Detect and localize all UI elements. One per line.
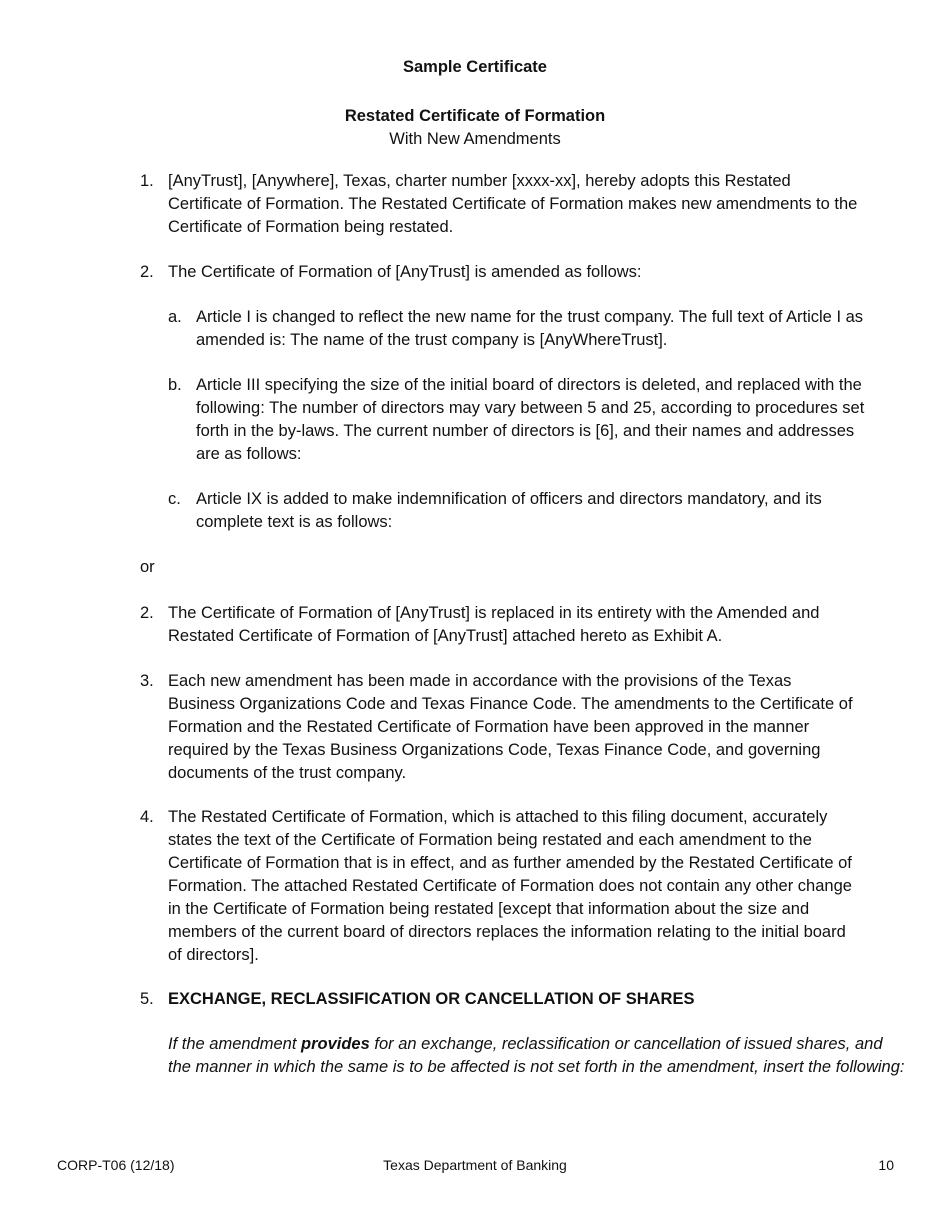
- list-item-number: 2.: [140, 263, 154, 281]
- list-item: [140, 602, 860, 648]
- page-title: Sample Certificate: [403, 58, 547, 76]
- footer-page-number: 10: [878, 1157, 894, 1173]
- section-heading: EXCHANGE, RECLASSIFICATION OR CANCELLATION OF SHARES: [168, 990, 695, 1008]
- list-item-text: Each new amendment has been made in accordance with the provisions of the Texas Business Organizations Code and Texas Finance Code. The amendments to the Certificate of Formation and the Restated Certificate of Formation have been approved in the manner required by the Texas Business Organizations Code, Texas Finance Code, and governing documents of the trust company.: [168, 672, 853, 782]
- footer-agency: Texas Department of Banking: [383, 1157, 567, 1173]
- sub-list-item: [168, 374, 868, 466]
- sub-list-item: [168, 306, 868, 352]
- sub-list-item-text: Article III specifying the size of the initial board of directors is deleted, and replaced with the following: The number of directors may vary between 5 and 25, according to procedures set forth in the by-laws. The current number of directors is [6], and their names and addresses are as follows:: [196, 376, 865, 463]
- instruction-emphasis: provides: [301, 1035, 370, 1053]
- list-item-text: The Certificate of Formation of [AnyTrust] is amended as follows:: [168, 263, 642, 281]
- list-item-text: [AnyTrust], [Anywhere], Texas, charter number [xxxx-xx], hereby adopts this Restated Certificate of Formation. The Restated Certificate of Formation makes new amendments to the Certificate of Formation being restated.: [168, 172, 858, 236]
- sub-list-item-letter: c.: [168, 490, 181, 508]
- list-item-number: 3.: [140, 672, 154, 690]
- list-item-number: 5.: [140, 990, 154, 1008]
- instruction-text-before: If the amendment: [168, 1035, 301, 1053]
- list-item-text: The Certificate of Formation of [AnyTrust] is replaced in its entirety with the Amended and Restated Certificate of Formation of [AnyTrust] attached hereto as Exhibit A.: [168, 604, 820, 645]
- instruction-text-after: for an exchange, reclassification or cancellation of issued shares, and the manner in which the same is to be affected is not set forth in the amendment, insert the following:: [168, 1035, 905, 1076]
- list-item-number: 2.: [140, 604, 154, 622]
- sub-list-item-text: Article IX is added to make indemnification of officers and directors mandatory, and its complete text is as follows:: [196, 490, 822, 531]
- document-subtitle: With New Amendments: [389, 130, 561, 148]
- list-item-text: The Restated Certificate of Formation, which is attached to this filing document, accurately states the text of the Certificate of Formation being restated and each amendment to the Certificate of Formation that is in effect, and as further amended by the Restated Certificate of Formation. The attached Restated Certificate of Formation does not contain any other change in the Certificate of Formation being restated [except that information about the size and members of the current board of directors replaces the information relating to the initial board of directors].: [168, 808, 852, 964]
- list-item-number: 1.: [140, 172, 154, 190]
- sub-list-item-text: Article I is changed to reflect the new name for the trust company. The full text of Article I as amended is: The name of the trust company is [AnyWhereTrust].: [196, 308, 864, 349]
- document-title: Restated Certificate of Formation: [344, 107, 606, 125]
- sub-list-item: [168, 488, 868, 534]
- list-item: [140, 170, 860, 239]
- or-separator: or: [140, 558, 155, 576]
- sub-list-item-letter: a.: [168, 308, 182, 326]
- list-item: [140, 670, 860, 785]
- instruction-paragraph: [168, 1033, 908, 1079]
- list-item: [140, 261, 860, 284]
- list-item: [140, 988, 860, 1011]
- list-item-number: 4.: [140, 808, 154, 826]
- footer-form-code: CORP-T06 (12/18): [57, 1157, 175, 1173]
- list-item: [140, 806, 860, 967]
- sub-list-item-letter: b.: [168, 376, 182, 394]
